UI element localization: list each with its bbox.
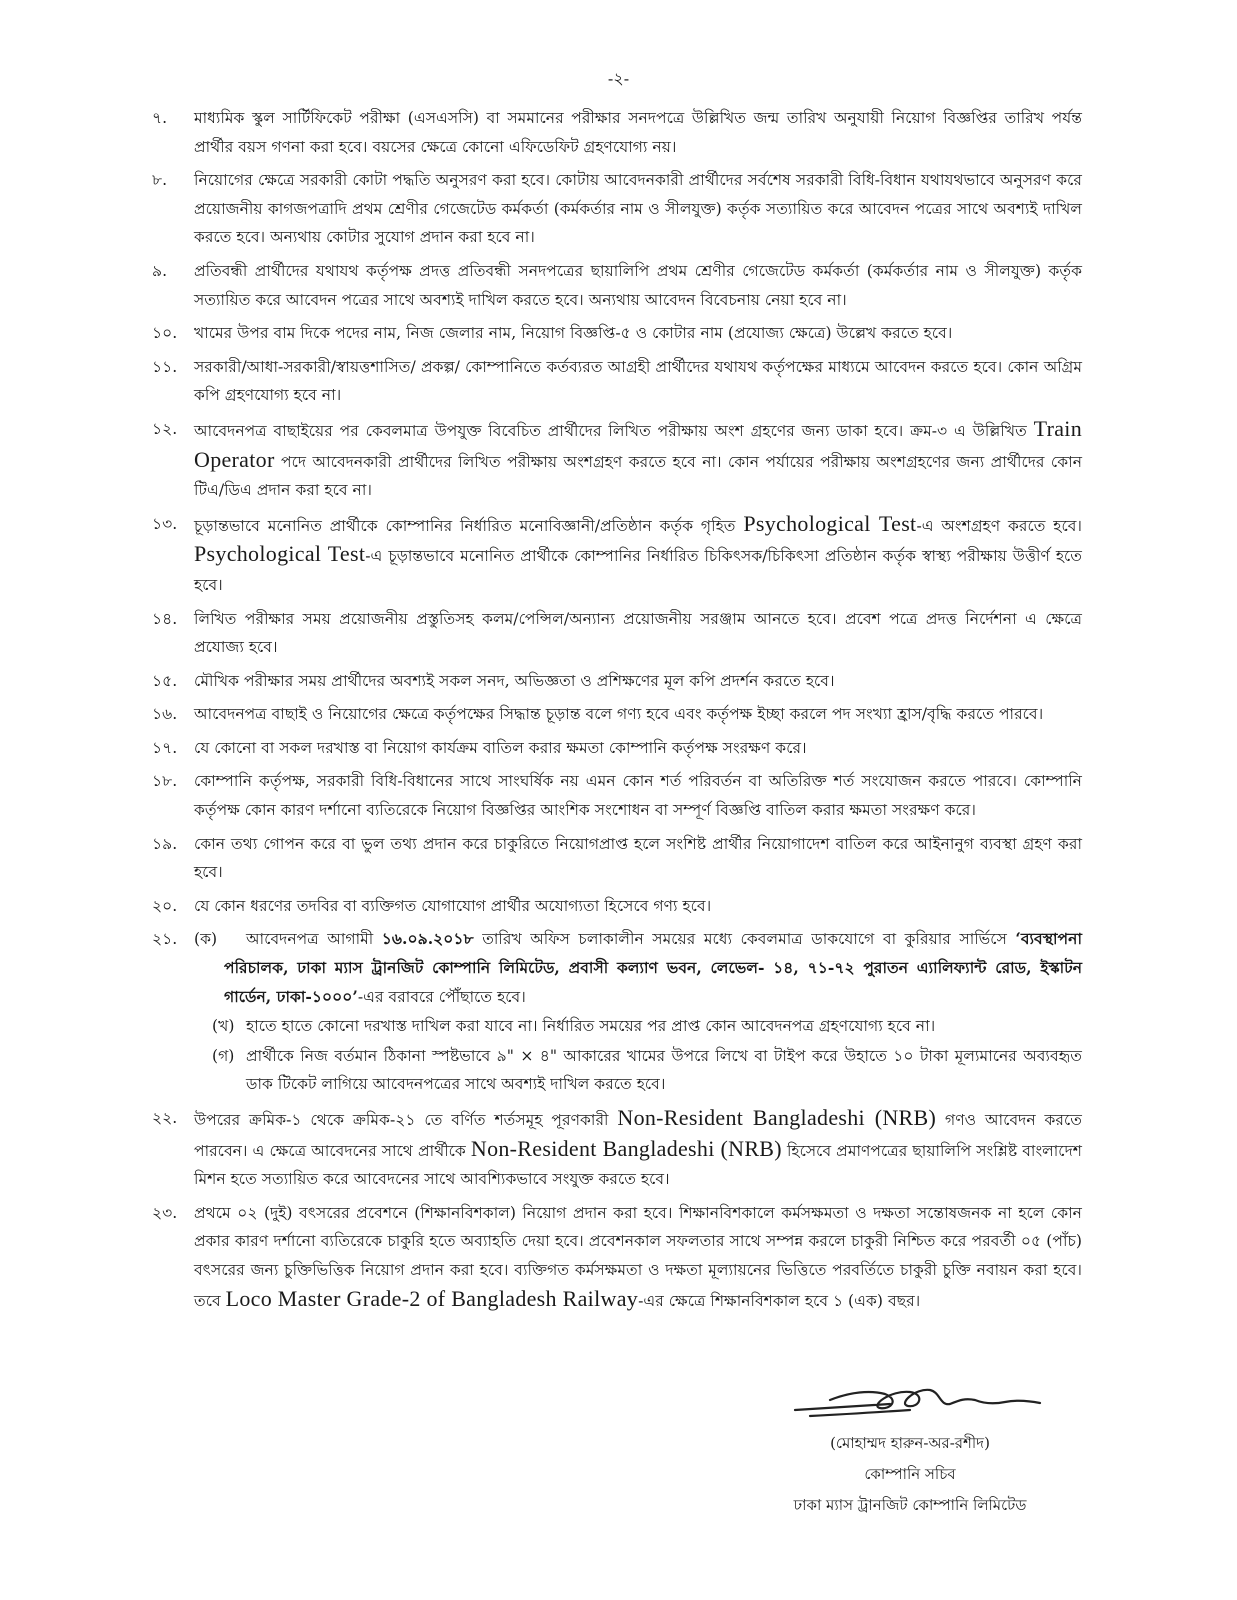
list-item	[152, 925, 1082, 1099]
item-number: ২১.	[152, 930, 178, 949]
item-text: -এ অংশগ্রহণ করতে হবে।	[916, 516, 1082, 535]
item-text: কোন তথ্য গোপন করে বা ভুল তথ্য প্রদান করে চাকুরিতে নিয়োগপ্রাপ্ত হলে সংশিষ্ট প্রার্থীর নিয়োগাদেশ বাতিল করে আইনানুগ ব্যবস্থা গ্রহণ করা হবে।	[194, 834, 1082, 882]
item-text: সরকারী/আধা-সরকারী/স্বায়ত্তশাসিত/ প্রকল্প/ কোম্পানিতে কর্তব্যরত আগ্রহী প্রার্থীদের যথাযথ কর্তৃপক্ষের মাধ্যমে আবেদন করতে হবে। কোন অগ্রিম কপি গ্রহণযোগ্য হবে না।	[194, 357, 1082, 405]
page-number: -২-	[607, 69, 630, 88]
sub-item	[194, 1012, 1082, 1041]
sub-item	[194, 925, 1082, 1011]
item-number: ১০.	[152, 324, 178, 343]
signature-block	[760, 1428, 1060, 1521]
item-text: মাধ্যমিক স্কুল সার্টিফিকেট পরীক্ষা (এসএসসি) বা সমমানের পরীক্ষার সনদপত্রে উল্লিখিত জন্ম তারিখ অনুযায়ী নিয়োগ বিজ্ঞপ্তির তারিখ পর্যন্ত প্রার্থীর বয়স গণনা করা হবে। বয়সের ক্ষেত্রে কোনো এফিডেফিট গ্রহণযোগ্য নয়।	[194, 109, 1082, 156]
sub-item-number: (খ)	[212, 1017, 235, 1036]
item-number: ৮.	[152, 171, 168, 190]
nrb-term: Non-Resident Bangladeshi (NRB)	[617, 1105, 937, 1130]
signatory-designation: কোম্পানি সচিব	[864, 1465, 956, 1483]
item-text: গণও আবেদন করতে পারবেন। এ ক্ষেত্রে আবেদনের সাথে প্রার্থীকে	[194, 1111, 1082, 1160]
list-item	[152, 1104, 1082, 1194]
item-text: খামের উপর বাম দিকে পদের নাম, নিজ জেলার নাম, নিয়োগ বিজ্ঞপ্তি-৫ ও কোটার নাম (প্রযোজ্য ক্ষেত্রে) উল্লেখ করতে হবে।	[194, 324, 953, 343]
list-item	[152, 605, 1082, 662]
item-text: প্রথমে ০২ (দুই) বৎসরের প্রবেশনে (শিক্ষানবিশকাল) নিয়োগ প্রদান করা হবে। শিক্ষানবিশকালে কর্মসক্ষমতা ও দক্ষতা সন্তোষজনক না হলে কোন প্রকার কারণ দর্শানো ব্যতিরেকে চাকুরি হতে অব্যাহতি দেয়া হবে। প্রবেশনকাল সফলতার সাথে সম্পন্ন করলে চাকুরী নিশ্চিত করে পরবর্তী ০৫ (পাঁচ) বৎসরের জন্য চুক্তিভিত্তিক নিয়োগ প্রদান করা হবে। ব্যক্তিগত কর্মসক্ষমতা ও দক্ষতা মূল্যায়নের ভিত্তিতে পরবর্তিতে চাকুরী চুক্তি নবায়ন করা হবে। তবে	[194, 1203, 1082, 1310]
list-item	[152, 734, 1082, 763]
post-name-train-operator: Train Operator	[194, 415, 1082, 472]
item-number: ১৫.	[152, 671, 178, 690]
item-number: ২৩.	[152, 1203, 178, 1222]
sub-item-text: প্রার্থীকে নিজ বর্তমান ঠিকানা স্পষ্টভাবে ৯" × ৪" আকারের খামের উপরে লিখে বা টাইপ করে উহাতে ১০ টাকা মূল্যমানের অব্যবহৃত ডাক টিকেট লাগিয়ে আবেদনপত্রের সাথে অবশ্যই দাখিল করতে হবে।	[246, 1046, 1082, 1094]
sub-item-text: -এর বরাবরে পৌঁছাতে হবে।	[357, 987, 526, 1006]
item-text: লিখিত পরীক্ষার সময় প্রয়োজনীয় প্রস্তুতিসহ কলম/পেন্সিল/অন্যান্য প্রয়োজনীয় সরঞ্জাম আনতে হবে। প্রবেশ পত্রে প্রদত্ত নির্দেশনা এ ক্ষেত্রে প্রযোজ্য হবে।	[194, 609, 1082, 657]
list-item	[152, 1199, 1082, 1315]
item-number: ১৬.	[152, 705, 178, 724]
list-item	[152, 892, 1082, 921]
item-number: ১২.	[152, 419, 178, 438]
item-text: প্রতিবন্ধী প্রার্থীদের যথাযথ কর্তৃপক্ষ প্রদত্ত প্রতিবন্ধী সনদপত্রের ছায়ালিপি প্রথম শ্রেণীর গেজেটেড কর্মকর্তা (কর্মকর্তার নাম ও সীলযুক্ত) কর্তৃক সত্যায়িত করে আবেদন পত্রের সাথে অবশ্যই দাখিল করতে হবে। অন্যথায় আবেদন বিবেচনায় নেয়া হবে না।	[194, 261, 1082, 309]
item-text: নিয়োগের ক্ষেত্রে সরকারী কোটা পদ্ধতি অনুসরণ করা হবে। কোটায় আবেদনকারী প্রার্থীদের সর্বশেষ সরকারী বিধি-বিধান যথাযথভাবে অনুসরণ করে প্রয়োজনীয় কাগজপত্রাদি প্রথম শ্রেণীর গেজেটেড কর্মকর্তা (কর্মকর্তার নাম ও সীলযুক্ত) কর্তৃক সত্যায়িত করে আবেদন পত্রের সাথে অবশ্যই দাখিল করতে হবে। অন্যথায় কোটার সুযোগ প্রদান করা হবে না।	[194, 171, 1082, 247]
list-item	[152, 319, 1082, 348]
item-number: ১৮.	[152, 772, 178, 791]
item-text: -এ চূড়ান্তভাবে মনোনিত প্রার্থীকে কোম্পানির নির্ধারিত চিকিৎসক/চিকিৎসা প্রতিষ্ঠান কর্তৃক স্বাস্থ্য পরীক্ষায় উত্তীর্ণ হতে হবে।	[194, 547, 1082, 594]
item-text: যে কোনো বা সকল দরখাস্ত বা নিয়োগ কার্যক্রম বাতিল করার ক্ষমতা কোম্পানি কর্তৃপক্ষ সংরক্ষণ করে।	[194, 738, 807, 757]
psychological-test-term: Psychological Test	[743, 510, 917, 536]
item-number: ১৪.	[152, 609, 178, 628]
deadline-date: ১৬.০৯.২০১৮	[381, 929, 474, 949]
item-text: -এর ক্ষেত্রে শিক্ষানবিশকাল হবে ১ (এক) বছর।	[638, 1291, 921, 1310]
list-item	[152, 830, 1082, 887]
sub-item-number: (ক)	[194, 930, 218, 949]
item-text: আবেদনপত্র বাছাই ও নিয়োগের ক্ষেত্রে কর্তৃপক্ষের সিদ্ধান্ত চূড়ান্ত বলে গণ্য হবে এবং কর্তৃপক্ষ ইচ্ছা করলে পদ সংখ্যা হ্রাস/বৃদ্ধি করতে পারবে।	[194, 705, 1044, 724]
item-number: ২২.	[152, 1109, 178, 1127]
item-text: হিসেবে প্রমাণপত্রের ছায়ালিপি সংশ্লিষ্ট বাংলাদেশ মিশন হতে সত্যায়িত করে আবেদনের সাথে আবশ্যিকভাবে সংযুক্ত করতে হবে।	[194, 1141, 1082, 1189]
sub-item-text: তারিখ অফিস চলাকালীন সময়ের মধ্যে কেবলমাত্র ডাকযোগে বা কুরিয়ার সার্ভিসে	[473, 930, 1016, 949]
item-number: ৭.	[152, 109, 168, 127]
list-item	[152, 104, 1082, 161]
list-item	[152, 767, 1082, 824]
list-item	[152, 510, 1082, 600]
item-text: কোম্পানি কর্তৃপক্ষ, সরকারী বিধি-বিধানের সাথে সাংঘর্ষিক নয় এমন কোন শর্ত পরিবর্তন বা অতিরিক্ত শর্ত সংযোজন করতে পারবে। কোম্পানি কর্তৃপক্ষ কোন কারণ দর্শানো ব্যতিরেকে নিয়োগ বিজ্ঞপ্তির আংশিক সংশোধন বা সম্পূর্ণ বিজ্ঞপ্তি বাতিল করার ক্ষমতা সংরক্ষণ করে।	[194, 772, 1082, 820]
conditions-list	[152, 104, 1082, 1320]
list-item	[152, 257, 1082, 314]
item-text: মৌখিক পরীক্ষার সময় প্রার্থীদের অবশ্যই সকল সনদ, অভিজ্ঞতা ও প্রশিক্ষণের মূল কপি প্রদর্শন করতে হবে।	[194, 671, 835, 690]
item-number: ২০.	[152, 896, 178, 915]
loco-master-term: Loco Master Grade-2 of Bangladesh Railway	[225, 1285, 639, 1311]
item-number: ১৯.	[152, 834, 178, 853]
item-text: যে কোন ধরণের তদবির বা ব্যক্তিগত যোগাযোগ প্রার্থীর অযোগ্যতা হিসেবে গণ্য হবে।	[194, 896, 712, 915]
sub-item-text: হাতে হাতে কোনো দরখাস্ত দাখিল করা যাবে না। নির্ধারিত সময়ের পর প্রাপ্ত কোন আবেদনপত্র গ্রহণযোগ্য হবে না।	[246, 1017, 936, 1036]
item-number: ১৩.	[152, 514, 178, 533]
psychological-test-term: Psychological Test	[194, 541, 366, 567]
sub-item-number: (গ)	[212, 1046, 235, 1065]
list-item	[152, 700, 1082, 729]
signatory-name: (মোহাম্মদ হারুন-অর-রশীদ)	[830, 1434, 990, 1452]
handwritten-signature	[790, 1370, 1050, 1426]
sub-item	[194, 1042, 1082, 1099]
item-text: চূড়ান্তভাবে মনোনিত প্রার্থীকে কোম্পানির নির্ধারিত মনোবিজ্ঞানী/প্রতিষ্ঠান কর্তৃক গৃহিত	[194, 516, 744, 535]
application-address: ‘ব্যবস্থাপনা পরিচালক, ঢাকা ম্যাস ট্রানজিট কোম্পানি লিমিটেড, প্রবাসী কল্যাণ ভবন, লেভেল- ১৪, ৭১-৭২ পুরাতন এ্যালিফ্যান্ট রোড, ইস্কাটন গার্ডেন, ঢাকা-১০০০’	[224, 929, 1082, 1006]
item-number: ১৭.	[152, 738, 178, 757]
list-item	[152, 667, 1082, 696]
list-item	[152, 166, 1082, 252]
item-text: আবেদনপত্র বাছাইয়ের পর কেবলমাত্র উপযুক্ত বিবেচিত প্রার্থীদের লিখিত পরীক্ষায় অংশ গ্রহণের জন্য ডাকা হবে। ক্রম-৩ এ উল্লিখিত	[194, 421, 1034, 440]
sub-item-text: আবেদনপত্র আগামী	[246, 930, 382, 949]
nrb-term: Non-Resident Bangladeshi (NRB)	[470, 1135, 782, 1161]
item-text: উপরের ক্রমিক-১ থেকে ক্রমিক-২১ তে বর্ণিত শর্তসমূহ পূরণকারী	[194, 1111, 618, 1129]
list-item	[152, 415, 1082, 505]
list-item	[152, 353, 1082, 410]
signatory-organization: ঢাকা ম্যাস ট্রানজিট কোম্পানি লিমিটেড	[793, 1496, 1027, 1514]
item-text: পদে আবেদনকারী প্রার্থীদের লিখিত পরীক্ষায় অংশগ্রহণ করতে হবে না। কোন পর্যায়ের পরীক্ষায় অংশগ্রহণের জন্য প্রার্থীদের কোন টিএ/ডিএ প্রদান করা হবে না।	[194, 452, 1082, 500]
item-number: ৯.	[152, 261, 168, 280]
item-number: ১১.	[152, 357, 178, 376]
